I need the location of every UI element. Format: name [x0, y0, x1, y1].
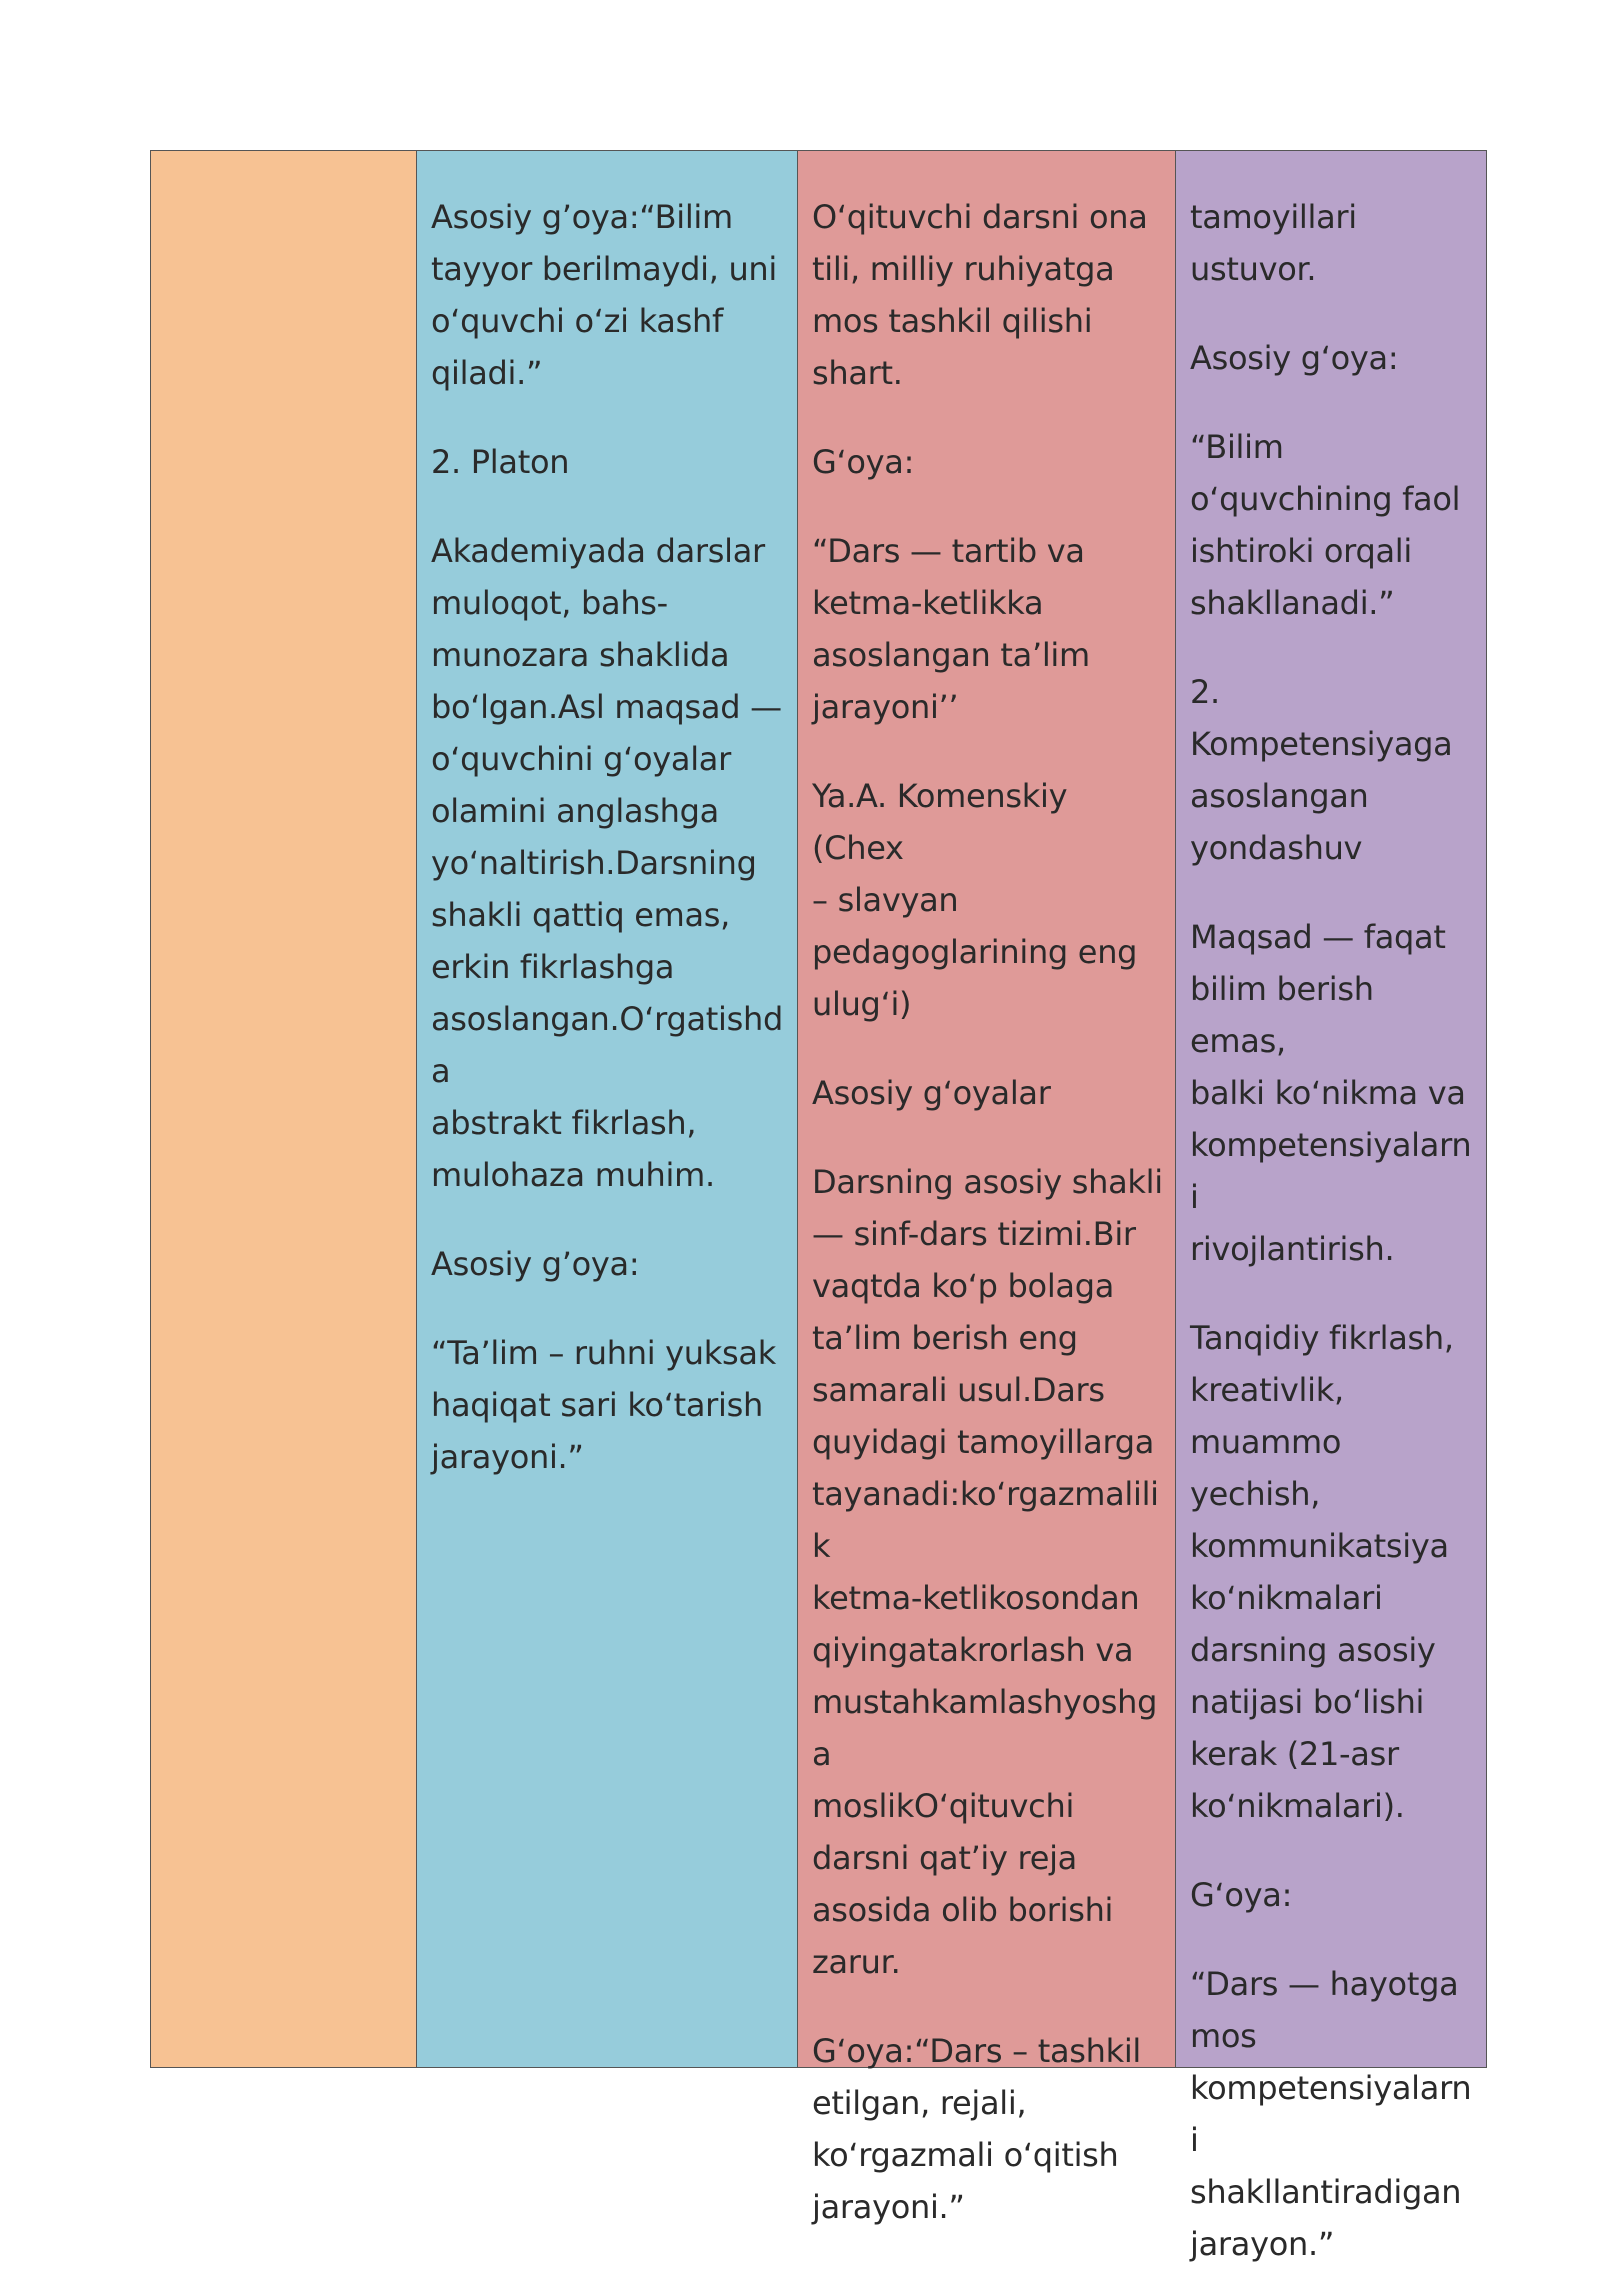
paragraph: G‘oya:“Dars – tashkil etilgan, rejali, ko‘rgazmali o‘qitish jarayoni.” — [812, 2032, 1142, 2226]
paragraph: Tanqidiy fikrlash, kreativlik, muammo yechish, kommunikatsiya ko‘nikmalari darsning asosiy natijasi bo‘lishi kerak (21-asr ko‘nikmalari). — [1190, 1319, 1454, 1825]
table-column-2 — [417, 151, 798, 2067]
paragraph: G‘oya: — [1190, 1876, 1293, 1914]
paragraph: G‘oya: — [812, 443, 915, 481]
paragraph: tamoyillari ustuvor. — [1190, 198, 1357, 288]
paragraph: “Bilim o‘quvchining faol ishtiroki orqali shakllanadi.” — [1190, 428, 1461, 622]
paragraph: “Ta’lim – ruhni yuksak haqiqat sari ko‘tarish jarayoni.” — [431, 1334, 776, 1476]
paragraph: O‘qituvchi darsni ona tili, milliy ruhiyatga mos tashkil qilishi shart. — [812, 198, 1148, 392]
paragraph: Asosiy g‘oyalar — [812, 1074, 1051, 1112]
paragraph: Akademiyada darslar muloqot, bahs- munozara shaklida bo‘lgan.Asl maqsad — o‘quvchini g‘oyalar olamini anglashga yo‘naltirish.Darsning shakli qattiq emas, erkin fikrlashga asoslangan.O‘rgatishda abstrakt fikrlash, mulohaza muhim. — [431, 532, 783, 1194]
paragraph: Asosiy g’oya: — [431, 1245, 640, 1283]
table-column-1 — [151, 151, 417, 2067]
column-4-text — [1176, 151, 1486, 2270]
paragraph: Darsning asosiy shakli — sinf-dars tizimi.Bir vaqtda ko‘p bolaga ta’lim berish eng samarali usul.Dars quyidagi tamoyillarga tayanadi:ko‘rgazmalilik ketma-ketlikosondan qiyingatakrorlash va mustahkamlashyoshga moslikO‘qituvchi darsni qat’iy reja asosida olib borishi zarur. — [812, 1163, 1163, 1981]
paragraph: “Dars — tartib va ketma-ketlikka asoslangan ta’lim jarayoni’’ — [812, 532, 1090, 726]
table-column-3 — [798, 151, 1176, 2226]
paragraph: Ya.A. Komenskiy (Chex – slavyan pedagoglarining eng ulug‘i) — [812, 777, 1138, 1023]
paragraph: 2. Platon — [431, 443, 570, 481]
paragraph: “Dars — hayotga mos kompetensiyalarni shakllantiradigan jarayon.” — [1190, 1965, 1472, 2263]
paragraph: 2. Kompetensiyaga asoslangan yondashuv — [1190, 673, 1453, 867]
column-3-text — [798, 151, 1175, 2233]
column-1-text — [151, 151, 416, 191]
paragraph: Asosiy g‘oya: — [1190, 339, 1399, 377]
table-column-4 — [1176, 151, 1486, 2263]
column-2-text — [417, 151, 797, 1483]
paragraph: Maqsad — faqat bilim berish emas, balki ko‘nikma va kompetensiyalarni rivojlantirish. — [1190, 918, 1472, 1268]
paragraph: Asosiy g’oya:“Bilim tayyor berilmaydi, uni o‘quvchi o‘zi kashf qiladi.” — [431, 198, 777, 392]
comparison-table — [150, 150, 1487, 2263]
